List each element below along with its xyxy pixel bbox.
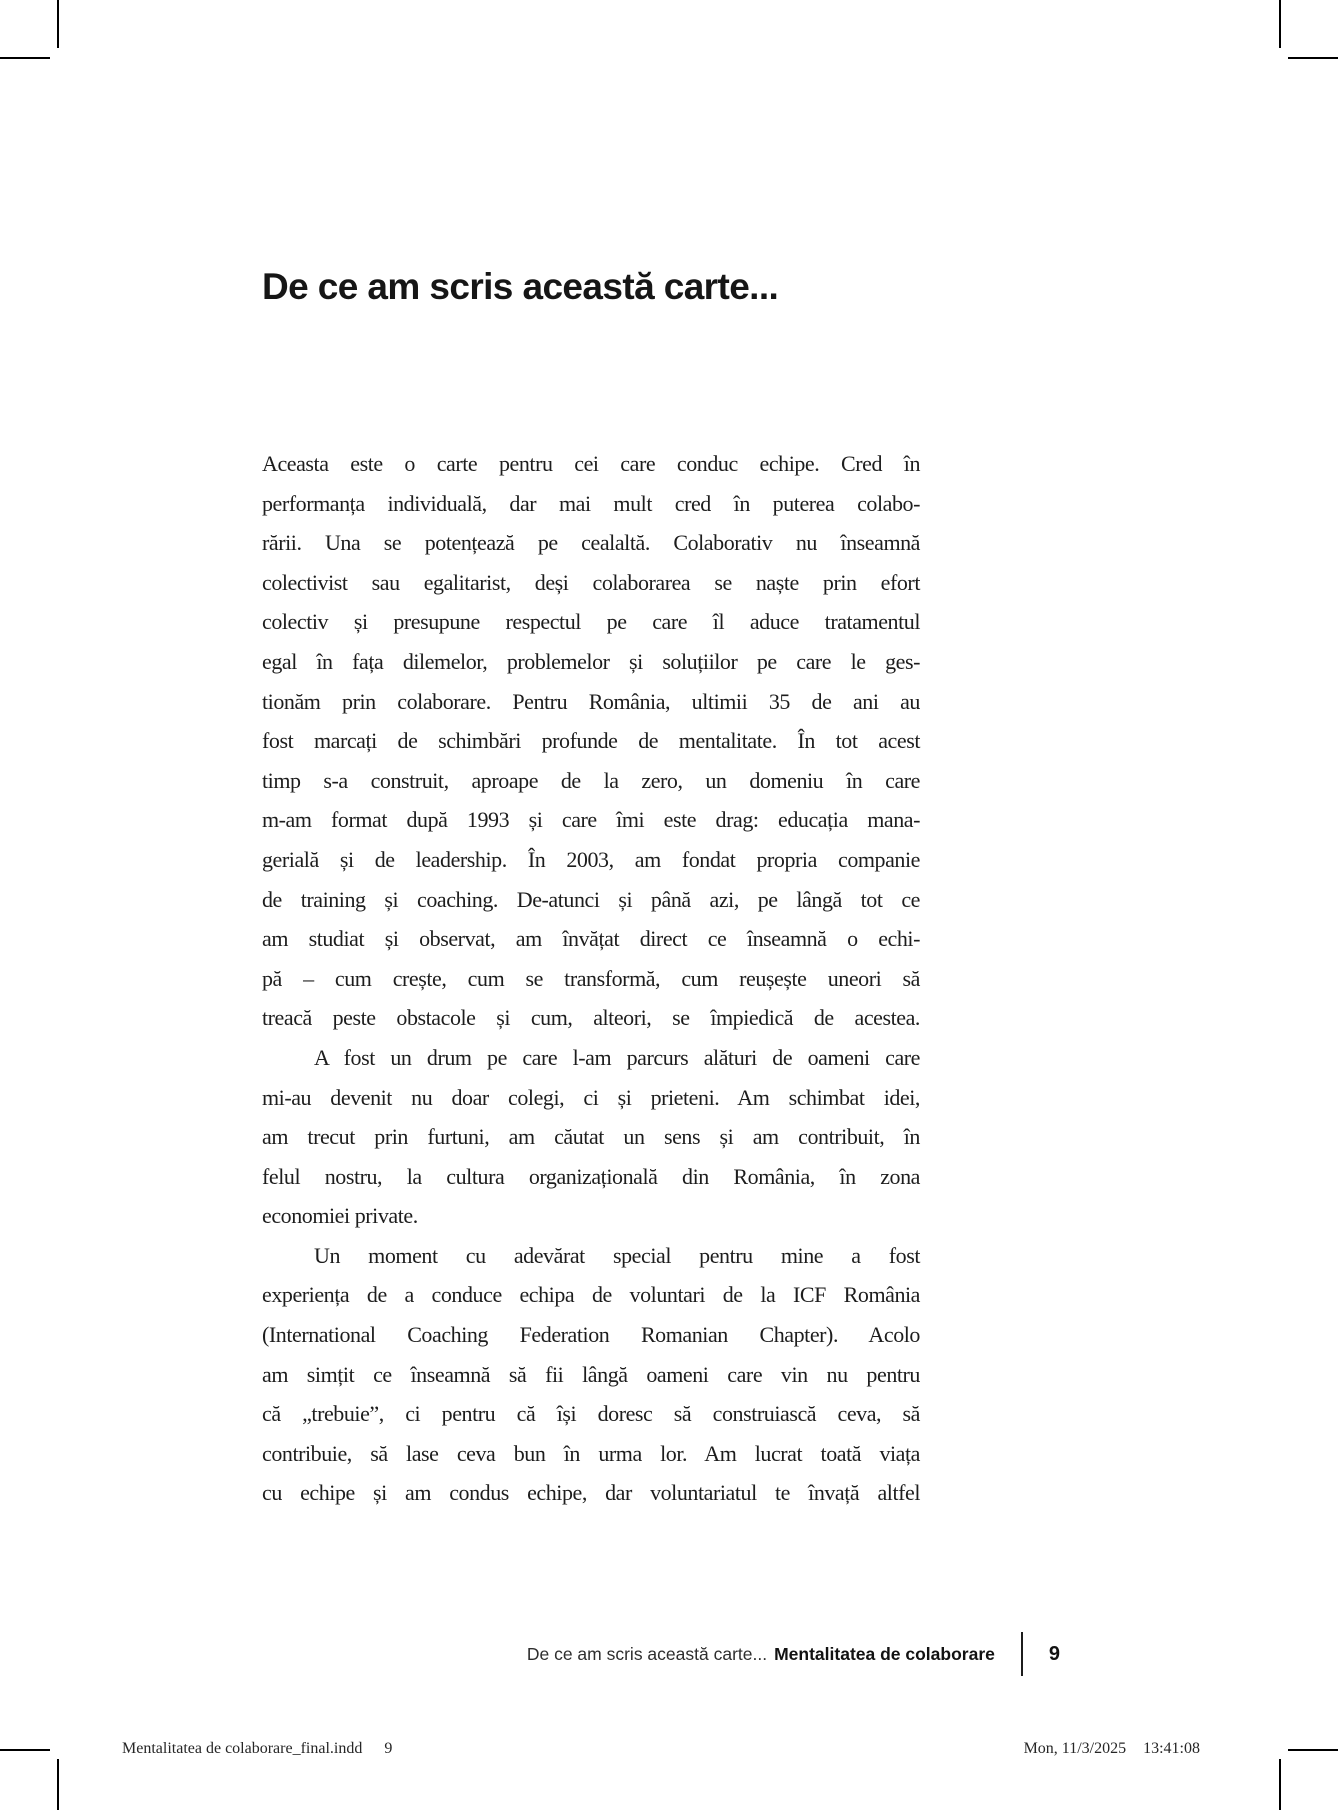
body-line: fost marcați de schimbări profunde de mentalitate. În tot acest	[262, 728, 920, 754]
body-line: timp s-a construit, aproape de la zero, un domeniu în care	[262, 767, 920, 793]
crop-mark-bottom-right-vertical	[1279, 1759, 1281, 1810]
body-line: de training și coaching. De-atunci și până azi, pe lângă tot ce	[262, 886, 920, 912]
body-line: am studiat și observat, am învățat direct ce înseamnă o echi-	[262, 926, 920, 952]
body-line: am trecut prin furtuni, am căutat un sens și am contribuit, în	[262, 1124, 920, 1150]
body-line: gerială și de leadership. În 2003, am fondat propria companie	[262, 846, 920, 872]
body-line: performanța individuală, dar mai mult cred în puterea colabo-	[262, 490, 920, 516]
crop-mark-top-right-vertical	[1279, 0, 1281, 48]
body-line: pă – cum crește, cum se transformă, cum reușește uneori să	[262, 965, 920, 991]
body-line: tionăm prin colaborare. Pentru România, ultimii 35 de ani au	[262, 688, 920, 714]
running-footer	[527, 1632, 1060, 1676]
crop-mark-bottom-right-horizontal	[1288, 1749, 1338, 1751]
body-line: că „trebuie”, ci pentru că își doresc să construiască ceva, să	[262, 1401, 920, 1427]
crop-mark-top-right-horizontal	[1288, 57, 1338, 59]
body-line: cu echipe și am condus echipe, dar voluntariatul te învață altfel	[262, 1480, 920, 1506]
body-line: felul nostru, la cultura organizațională din România, în zona	[262, 1163, 920, 1189]
body-line: contribuie, să lase ceva bun în urma lor. Am lucrat toată viața	[262, 1440, 920, 1466]
body-line: (International Coaching Federation Romanian Chapter). Acolo	[262, 1322, 920, 1348]
body-line: mi-au devenit nu doar colegi, ci și prieteni. Am schimbat idei,	[262, 1084, 920, 1110]
body-line: rării. Una se potențează pe cealaltă. Colaborativ nu înseamnă	[262, 530, 920, 556]
body-line: colectivist sau egalitarist, deși colaborarea se naște prin efort	[262, 569, 920, 595]
body-line: Aceasta este o carte pentru cei care conduc echipe. Cred în	[262, 451, 920, 476]
paragraph	[262, 444, 920, 1038]
slug-file-name: Mentalitatea de colaborare_final.indd	[122, 1740, 363, 1757]
body-line: treacă peste obstacole și cum, alteori, se împiedică de acestea.	[262, 1005, 920, 1031]
slug-page-number: 9	[384, 1740, 393, 1757]
body-line: egal în fața dilemelor, problemelor și soluțiilor pe care le ges-	[262, 648, 920, 674]
running-footer-chapter: De ce am scris această carte...	[526, 1643, 768, 1664]
body-line: Un moment cu adevărat special pentru mine a fost	[314, 1242, 920, 1268]
body-line: experiența de a conduce echipa de voluntari de la ICF România	[262, 1282, 920, 1308]
slug-time: 13:41:08	[1143, 1740, 1200, 1757]
crop-mark-top-left-horizontal	[0, 57, 50, 59]
body-line: m-am format după 1993 și care îmi este drag: educația mana-	[262, 807, 920, 833]
crop-mark-top-left-vertical	[57, 0, 59, 48]
crop-mark-bottom-left-vertical	[57, 1759, 59, 1810]
paragraph	[262, 1038, 920, 1236]
slug-date: Mon, 11/3/2025	[1023, 1740, 1127, 1757]
paragraph	[262, 1236, 920, 1513]
slug-datetime	[1024, 1740, 1200, 1758]
running-footer-book-title: Mentalitatea de colaborare	[774, 1643, 995, 1664]
page-number: 9	[1048, 1642, 1060, 1665]
chapter-title: De ce am scris această carte...	[262, 266, 779, 307]
body-line: economiei private.	[262, 1203, 418, 1229]
body-line: A fost un drum pe care l-am parcurs alături de oameni care	[314, 1044, 920, 1070]
body-line: colectiv și presupune respectul pe care îl aduce tratamentul	[262, 609, 920, 635]
body-line: am simțit ce înseamnă să fii lângă oameni care vin nu pentru	[262, 1361, 920, 1387]
crop-mark-bottom-left-horizontal	[0, 1749, 50, 1751]
slug-file-info	[122, 1740, 392, 1758]
footer-divider-rule	[1021, 1632, 1023, 1676]
body-text	[262, 444, 920, 1513]
